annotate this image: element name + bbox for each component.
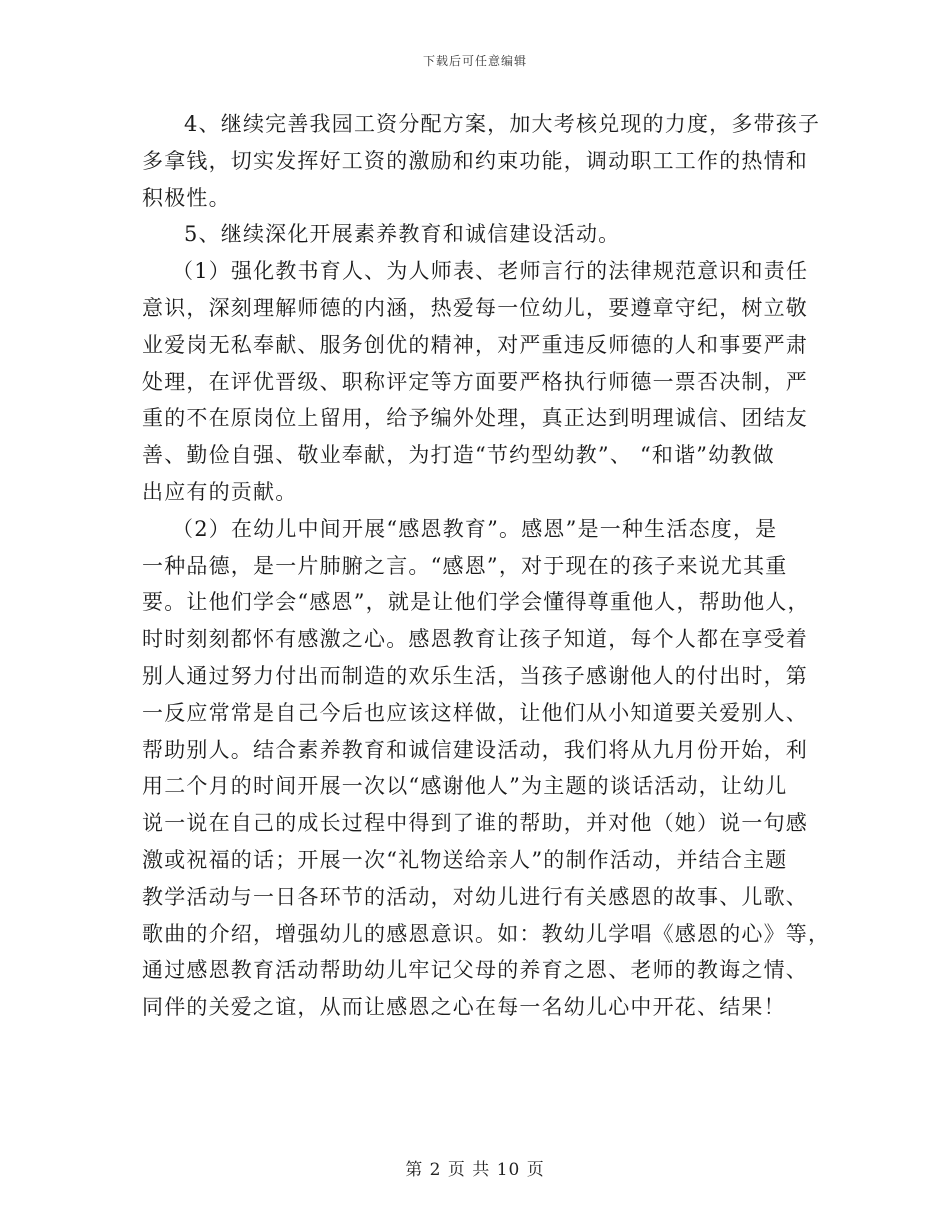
document-body [142, 106, 831, 1026]
paragraph-line: 别人通过努力付出而制造的欢乐生活，当孩子感谢他人的付出时，第 [142, 663, 808, 688]
paragraph-line: 4、继续完善我园工资分配方案，加大考核兑现的力度，多带孩子 [184, 112, 821, 136]
page-header-note: 下载后可任意编辑 [422, 54, 527, 68]
paragraph-line: 要。让他们学会“感恩”，就是让他们学会懂得尊重他人，帮助他人， [142, 590, 810, 615]
paragraph-line: 重的不在原岗位上留用，给予编外处理，真正达到明理诚信、团结友 [142, 406, 808, 431]
paragraph-line: 同伴的关爱之谊，从而让感恩之心在每一名幼儿心中开花、结果！ [142, 995, 786, 1020]
paragraph-line: 一种品德，是一片肺腑之言。“感恩”，对于现在的孩子来说尤其重 [142, 553, 788, 578]
paragraph-line: （1）强化教书育人、为人师表、老师言行的法律规范意识和责任 [172, 259, 809, 284]
paragraph-line: 善、勤俭自强、敬业奉献，为打造“节约型幼教”、 “和谐”幼教做 [142, 443, 775, 468]
paragraph-line: 业爱岗无私奉献、服务创优的精神，对严重违反师德的人和事要严肃 [142, 332, 808, 357]
paragraph-line: 出应有的贡献。 [142, 479, 298, 504]
paragraph-line: 5、继续深化开展素养教育和诚信建设活动。 [184, 222, 621, 247]
paragraph-line: 处理，在评优晋级、职称评定等方面要严格执行师德一票否决制，严 [142, 369, 808, 394]
paragraph-line: 激或祝福的话；开展一次“礼物送给亲人”的制作活动，并结合主题 [142, 847, 788, 872]
paragraph-line: 积极性。 [142, 185, 231, 210]
paragraph-line: 说一说在自己的成长过程中得到了谁的帮助，并对他（她）说一句感 [142, 811, 808, 836]
paragraph-line: 帮助别人。结合素养教育和诚信建设活动，我们将从九月份开始，利 [142, 737, 808, 762]
paragraph-line: 时时刻刻都怀有感激之心。感恩教育让孩子知道，每个人都在享受着 [142, 627, 808, 652]
paragraph-line: 意识，深刻理解师德的内涵，热爱每一位幼儿，要遵章守纪，树立敬 [142, 295, 808, 320]
paragraph-line: 多拿钱，切实发挥好工资的激励和约束功能，调动职工工作的热情和 [142, 148, 808, 173]
paragraph-line: 歌曲的介绍，增强幼儿的感恩意识。如：教幼儿学唱《感恩的心》等， [142, 921, 831, 946]
paragraph-line: 通过感恩教育活动帮助幼儿牢记父母的养育之恩、老师的教诲之情、 [142, 958, 808, 983]
paragraph-line: 一反应常常是自己今后也应该这样做，让他们从小知道要关爱别人、 [142, 700, 808, 725]
page-number: 第 2 页 共 10 页 [405, 1160, 545, 1180]
paragraph-line: 教学活动与一日各环节的活动，对幼儿进行有关感恩的故事、儿歌、 [142, 884, 808, 909]
paragraph-line: （2）在幼儿中间开展“感恩教育”。感恩”是一种生活态度，是 [172, 516, 778, 541]
paragraph-line: 用二个月的时间开展一次以“感谢他人”为主题的谈话活动，让幼儿 [142, 774, 788, 799]
